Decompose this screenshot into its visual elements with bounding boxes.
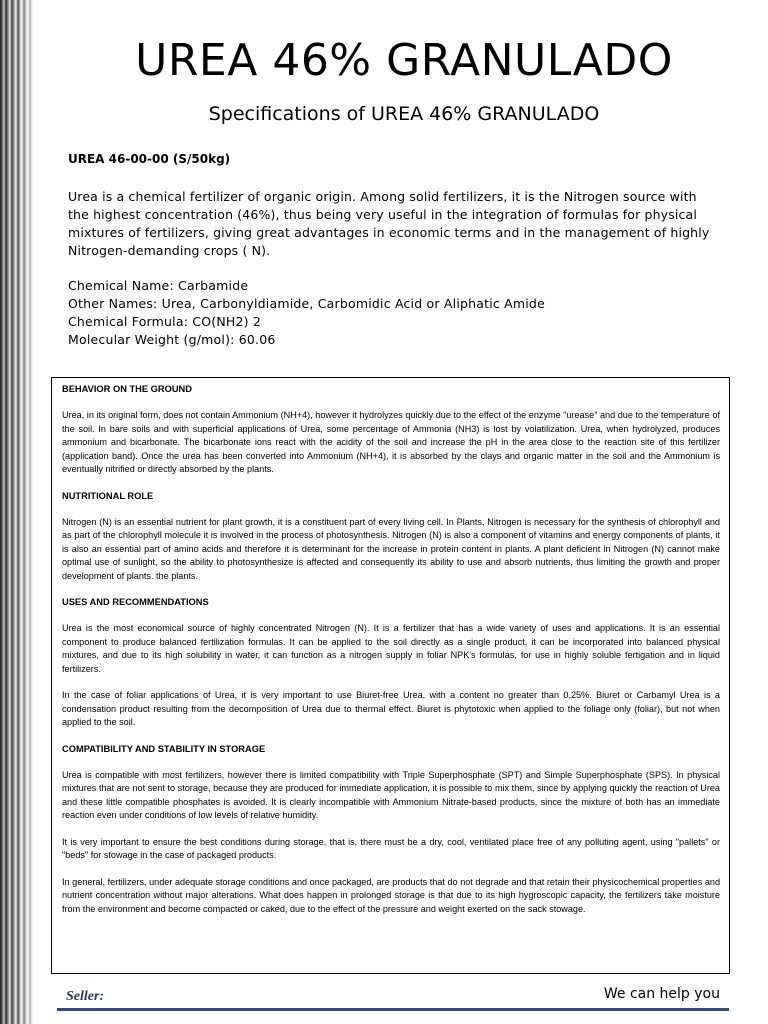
document-subtitle: Specifications of UREA 46% GRANULADO — [208, 103, 600, 125]
document-title: UREA 46% GRANULADO — [135, 35, 673, 86]
property-chemical-name: Chemical Name: Carbamide — [68, 278, 249, 293]
footer-tagline: We can help you — [603, 986, 720, 1002]
behavior-paragraph: Urea, in its original form, does not contain Ammonium (NH+4), however it hydrolyzes quickly due to the effect of the enzyme "urease" and due to the temperature of the soil. In bare soils and with superficial applications of Urea, some percentage of Ammonia (NH3) is lost by volatilization. Urea, when hydrolyzed, produces ammonium and bicarbonate. The bicarbonate ions react with the acidity of the soil and increase the pH in the area close to the reaction site of this fertilizer (application band). Once the urea has been converted into Ammonium (NH+4), it is absorbed by the clays and organic matter in the soil and the Ammonium is eventually nitrified or directly absorbed by the plants. — [62, 410, 720, 474]
compatibility-paragraph-3: In general, fertilizers, under adequate storage conditions and once packaged, are products that do not degrade and that retain their physicochemical properties and nutrient concentration without major alterations. What does happen in prolonged storage is that due to its high hygroscopic capacity, the fertilizers take moisture from the environment and become compacted or caked, due to the effect of the pressure and weight exerted on the sack stowage. — [62, 876, 720, 914]
compatibility-paragraph-1: Urea is compatible with most fertilizers, however there is limited compatibility with Triple Superphosphate (SPT) and Simple Superphosphate (SPS). In physical mixtures that are not sent to storage, because they are produced for immediate application, it is possible to mix them, since by applying quickly the reaction of Urea and these little compatible phosphates is avoided. It is clearly incompatible with Ammonium Nitrate-based products, since the mixture of both has an immediate reaction even under conditions of low levels of relative humidity. — [62, 769, 720, 820]
property-chemical-formula: Chemical Formula: CO(NH2) 2 — [68, 314, 262, 329]
section-heading-compatibility: COMPATIBILITY AND STABILITY IN STORAGE — [62, 743, 266, 754]
property-other-names: Other Names: Urea, Carbonyldiamide, Carbomidic Acid or Aliphatic Amide — [68, 296, 545, 311]
property-molecular-weight: Molecular Weight (g/mol): 60.06 — [68, 332, 276, 347]
section-heading-nutritional: NUTRITIONAL ROLE — [62, 490, 154, 501]
section-heading-behavior: BEHAVIOR ON THE GROUND — [62, 384, 192, 394]
uses-paragraph-1: Urea is the most economical source of highly concentrated Nitrogen (N). It is a fertilizer that has a wide variety of uses and applications. It is an essential component to produce balanced fertilization formulas. It can be applied to the soil directly as a single product, it can be incorporated into balanced physical mixtures, and due to its high solubility in water, it can function as a nitrogen supply in foliar NPK's formulas, for use in highly soluble fertigation and in liquid fertilizers. — [62, 623, 720, 674]
product-description: Urea is a chemical fertilizer of organic origin. Among solid fertilizers, it is the Nitrogen source with the highest concentration (46%), thus being very useful in the integration of formulas for physical mixtures of fertilizers, giving great advantages in economic terms and in the management of highly Nitrogen-demanding crops ( N). — [68, 189, 710, 258]
footer-divider — [57, 1008, 729, 1011]
nutritional-paragraph: Nitrogen (N) is an essential nutrient for plant growth, it is a constituent part of every living cell. In Plants, Nitrogen is necessary for the synthesis of chlorophyll and as part of the chlorophyll molecule it is involved in the process of photosynthesis. Nitrogen (N) is also a component of vitamins and energy components of plants, it is also an essential part of amino acids and therefore it is determinant for the increase in protein content in plants. A plant deficient in Nitrogen (N) cannot make optimal use of sunlight, so the ability to photosynthesize is affected and consequently its ability to use and absorb nutrients, thus limiting the growth and proper development of plants. the plants. — [62, 516, 720, 581]
seller-label: Seller: — [66, 989, 105, 1004]
section-heading-uses: USES AND RECOMMENDATIONS — [62, 597, 209, 607]
compatibility-paragraph-2: It is very important to ensure the best conditions during storage, that is, there must be a dry, cool, ventilated place free of any polluting agent, using "pallets" or "beds" for stowage in the case of packaged products. — [62, 836, 720, 860]
specifications-box — [51, 377, 730, 974]
uses-paragraph-2: In the case of foliar applications of Urea, it is very important to use Biuret-free Urea, with a content no greater than 0.25%. Biuret or Carbamyl Urea is a condensation product resulting from the decomposition of Urea due to thermal effect. Biuret is phytotoxic when applied to the foliage only (foliar), but not when applied to the soil. — [62, 690, 720, 727]
intro-section — [68, 150, 720, 349]
decorative-side-stripe — [0, 0, 34, 1024]
product-code: UREA 46-00-00 (S/50kg) — [68, 152, 231, 166]
